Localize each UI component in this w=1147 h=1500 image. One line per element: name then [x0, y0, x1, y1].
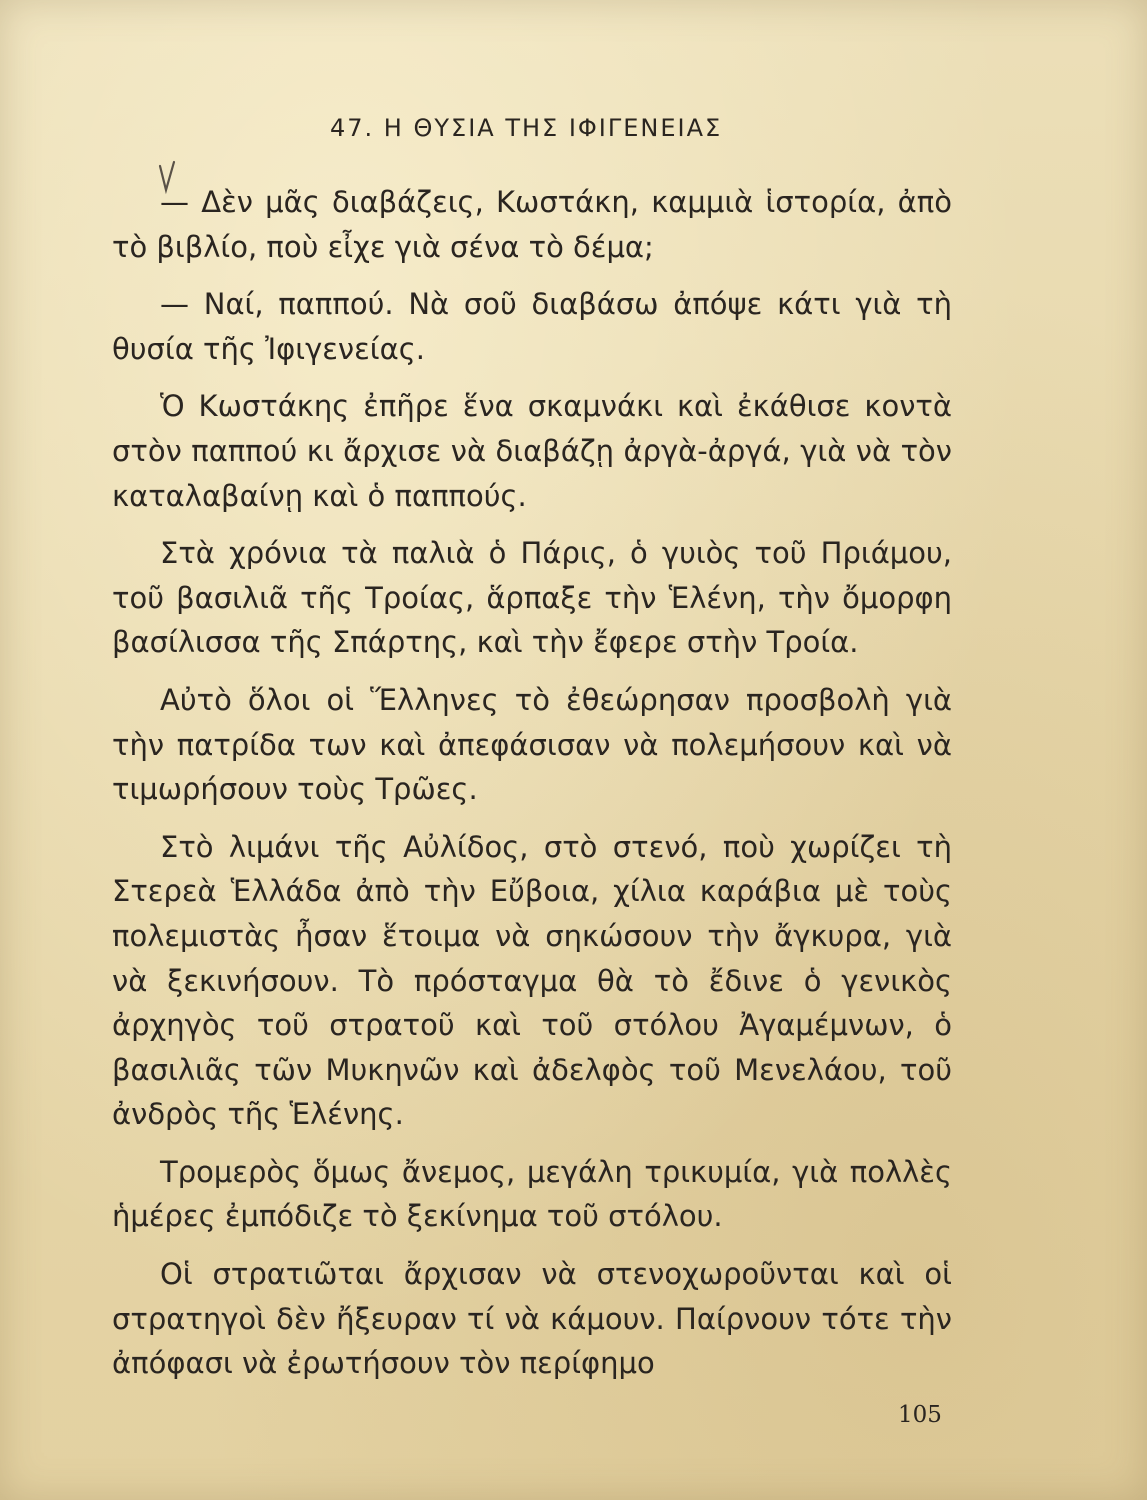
paragraph-6: Στὸ λιμάνι τῆς Αὐλίδος, στὸ στενό, ποὺ χωρίζει τὴ Στερεὰ Ἑλλάδα ἀπὸ τὴν Εὔβοια, χίλια καράβια μὲ τοὺς πολεμιστὰς ἦσαν ἕτοιμα νὰ σηκώσουν τὴν ἄγκυρα, γιὰ νὰ ξεκινήσουν. Τὸ πρόσταγμα θὰ τὸ ἔδινε ὁ γενικὸς ἀρχηγὸς τοῦ στρατοῦ καὶ τοῦ στόλου Ἀγαμέμνων, ὁ βασιλιᾶς τῶν Μυκηνῶν καὶ ἀδελφὸς τοῦ Μενελάου, τοῦ ἀνδρὸς τῆς Ἑλένης. — [112, 829, 952, 1132]
page-number: 105 — [898, 1402, 942, 1428]
paragraph-8: Οἱ στρατιῶται ἄρχισαν νὰ στενοχωροῦνται καὶ οἱ στρατηγοὶ δὲν ἤξευραν τί νὰ κάμουν. Παίρνουν τότε τὴν ἀπόφασι νὰ ἐρωτήσουν τὸν περίφημο — [112, 1257, 952, 1381]
paragraph-3: Ὁ Κωστάκης ἐπῆρε ἕνα σκαμνάκι καὶ ἐκάθισε κοντὰ στὸν παππού κι ἄρχισε νὰ διαβάζῃ ἀργὰ-ἀργά, γιὰ νὰ τὸν καταλαβαίνῃ καὶ ὁ παππούς. — [112, 389, 952, 513]
paragraph-4: Στὰ χρόνια τὰ παλιὰ ὁ Πάρις, ὁ γυιὸς τοῦ Πριάμου, τοῦ βασιλιᾶ τῆς Τροίας, ἅρπαξε τὴν Ἑλένη, τὴν ὄμορφη βασίλισσα τῆς Σπάρτης, καὶ τὴν ἔφερε στὴν Τροία. — [112, 536, 952, 660]
paragraph-1: — Δὲν μᾶς διαβάζεις, Κωστάκη, καμμιὰ ἱστορία, ἀπὸ τὸ βιβλίο, ποὺ εἶχε γιὰ σένα τὸ δέμα; — [112, 185, 952, 264]
paragraph-7: Τρομερὸς ὅμως ἄνεμος, μεγάλη τρικυμία, γιὰ πολλὲς ἡμέρες ἐμπόδιζε τὸ ξεκίνημα τοῦ στόλου. — [112, 1154, 952, 1234]
story-text — [112, 180, 952, 1399]
paragraph-2: — Ναί, παππού. Νὰ σοῦ διαβάσω ἀπόψε κάτι γιὰ τὴ θυσία τῆς Ἰφιγενείας. — [112, 287, 952, 366]
paragraph-5: Αὐτὸ ὅλοι οἱ Ἕλληνες τὸ ἐθεώρησαν προσβολὴ γιὰ τὴν πατρίδα των καὶ ἀπεφάσισαν νὰ πολεμήσουν καὶ νὰ τιμωρήσουν τοὺς Τρῶες. — [112, 682, 952, 807]
chapter-title: 47. Η ΘΥΣΙΑ ΤΗΣ ΙΦΙΓΕΝΕΙΑΣ — [330, 114, 723, 142]
